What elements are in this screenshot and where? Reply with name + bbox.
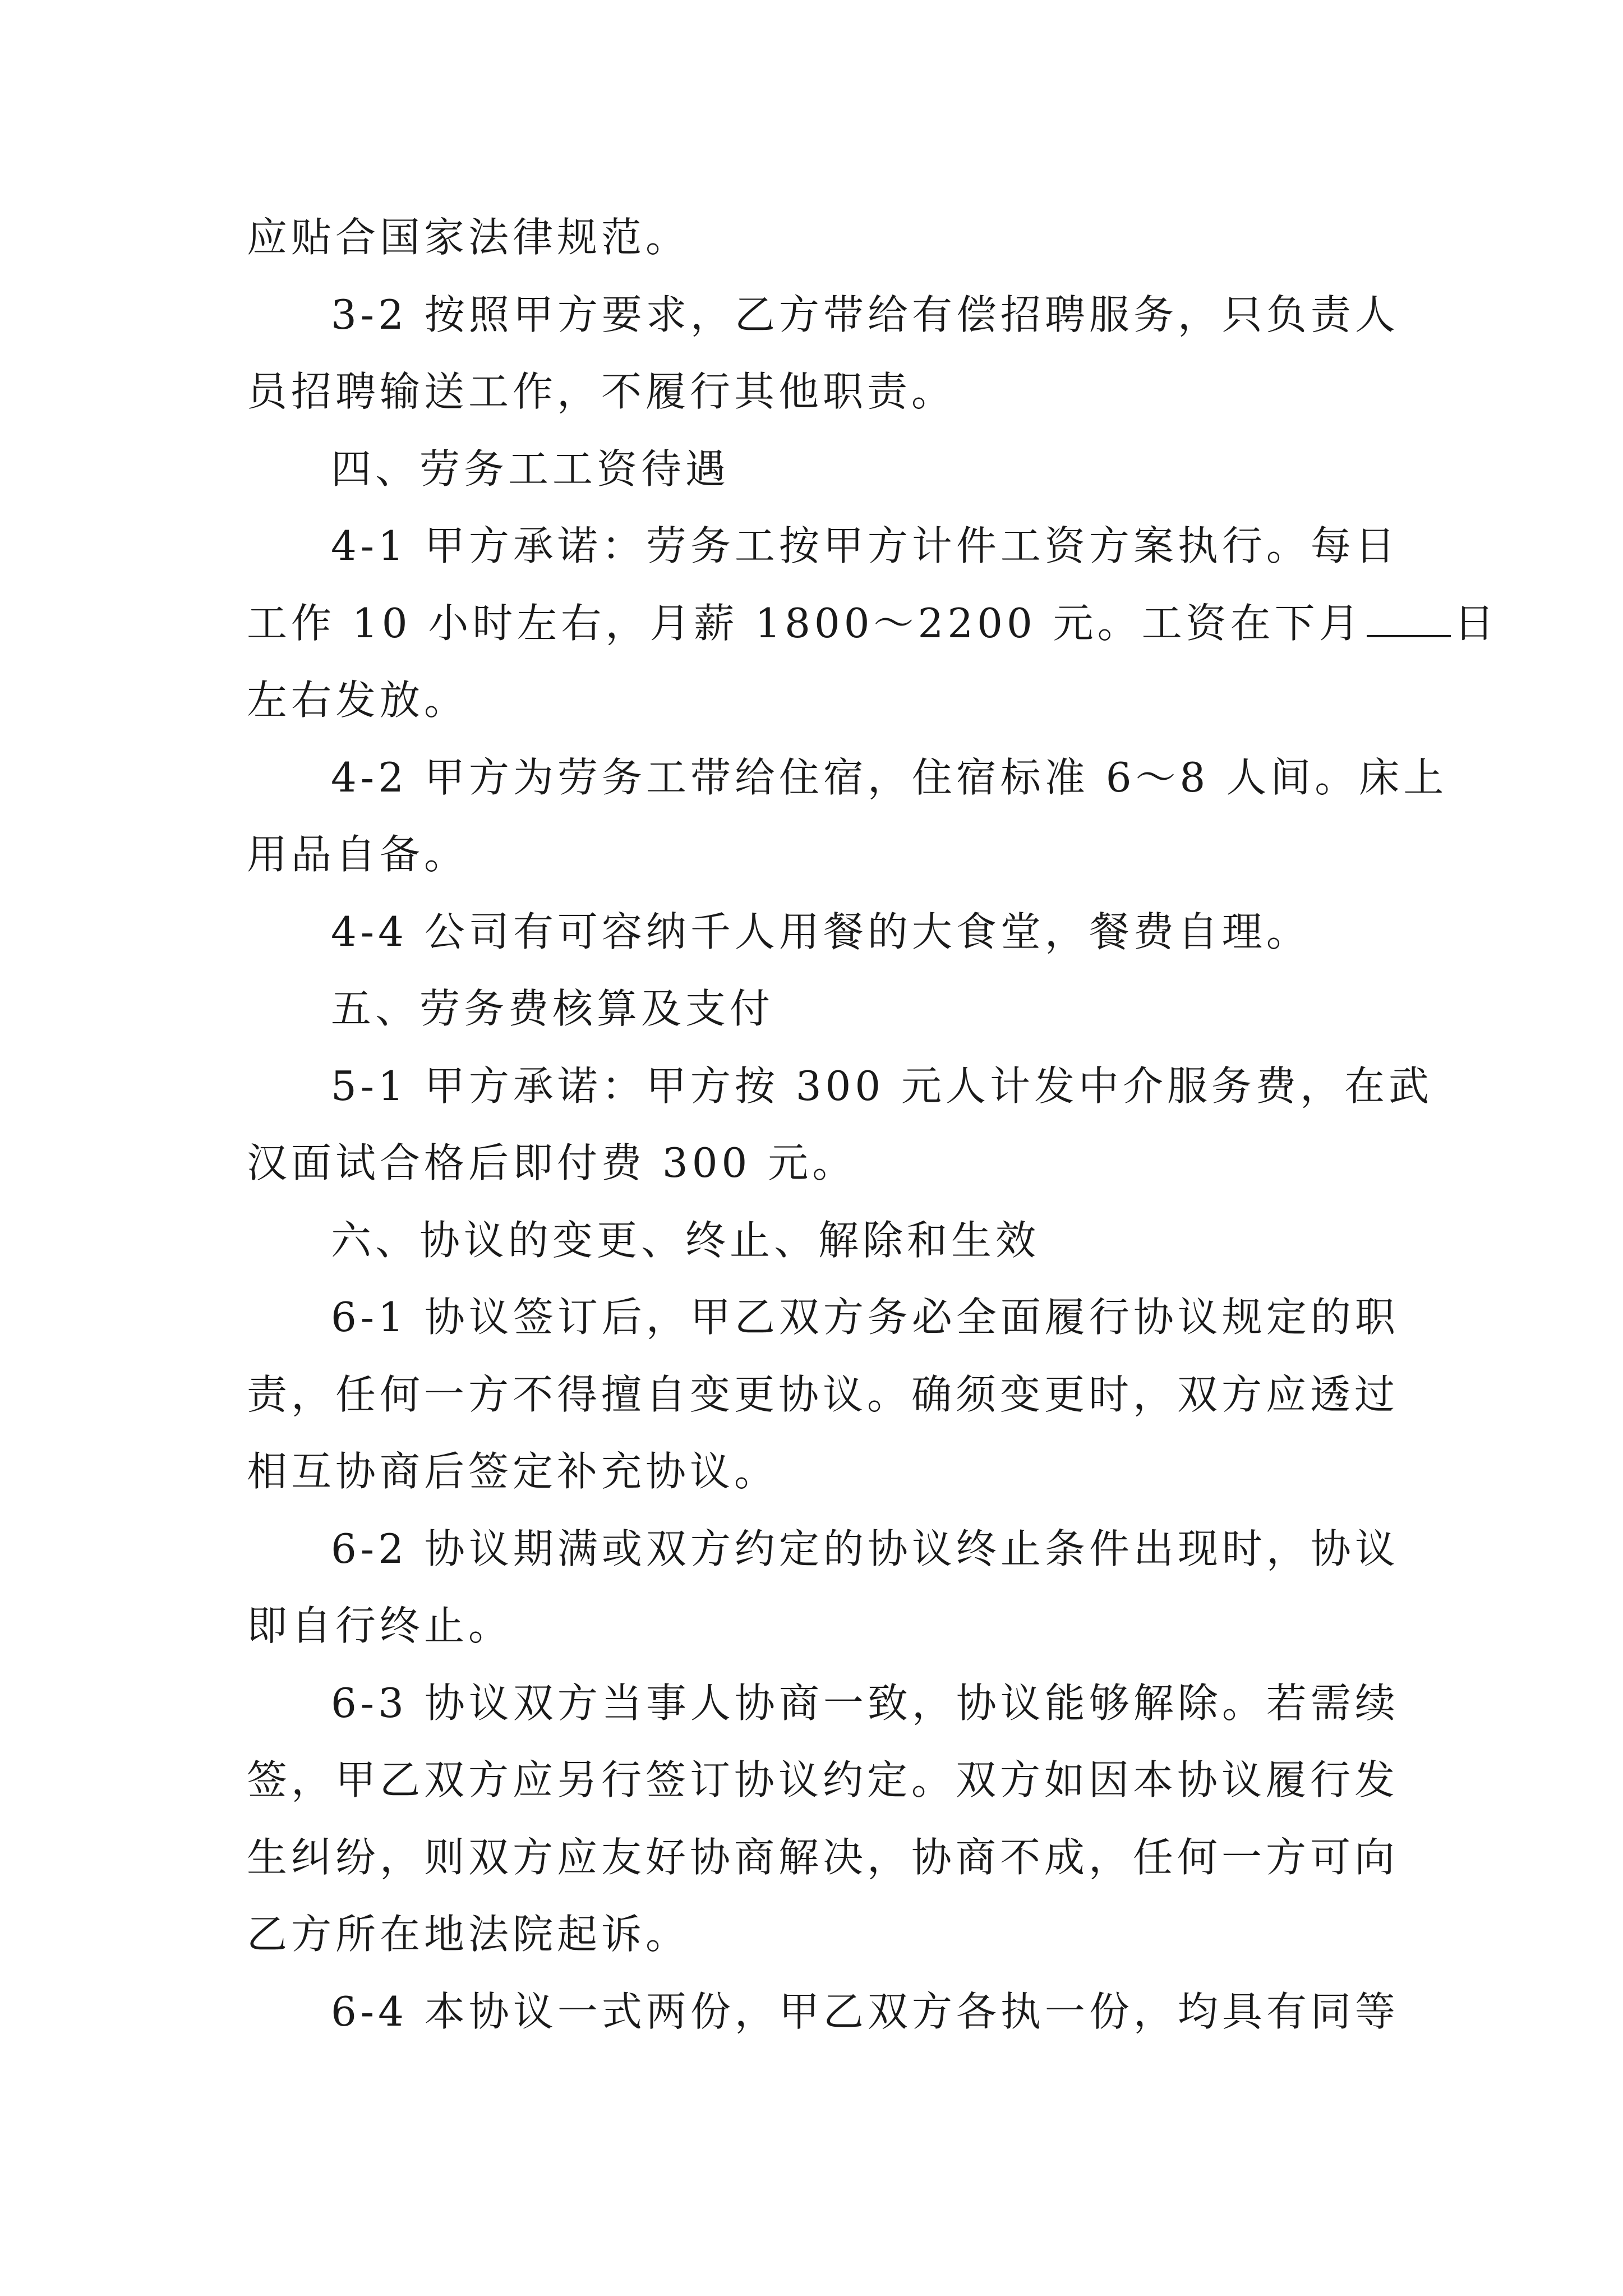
text-line — [247, 585, 1498, 662]
text-line: 即自行终止。 — [247, 1602, 513, 1649]
text-line-after-blank: 日 — [1454, 599, 1498, 647]
text-line: 责，任何一方不得擅自变更协议。确须变更时，双方应透过 — [247, 1370, 1399, 1418]
section-heading: 六、协议的变更、终止、解除和生效 — [331, 1216, 1040, 1264]
text-line: 4-1 甲方承诺：劳务工按甲方计件工资方案执行。每日 — [331, 522, 1399, 569]
section-heading: 五、劳务费核算及支付 — [331, 985, 774, 1032]
text-line: 6-1 协议签订后，甲乙双方务必全面履行协议规定的职 — [331, 1294, 1399, 1341]
text-line: 3-2 按照甲方要求，乙方带给有偿招聘服务，只负责人 — [331, 291, 1399, 338]
text-line: 4-4 公司有可容纳千人用餐的大食堂，餐费自理。 — [331, 908, 1311, 955]
text-line: 乙方所在地法院起诉。 — [247, 1911, 690, 1958]
text-line: 5-1 甲方承诺：甲方按 300 元人计发中介服务费，在武 — [331, 1062, 1433, 1110]
text-line: 6-2 协议期满或双方约定的协议终止条件出现时，协议 — [331, 1525, 1399, 1572]
text-line: 6-4 本协议一式两份，甲乙双方各执一份，均具有同等 — [331, 1987, 1399, 2035]
text-line: 签，甲乙双方应另行签订协议约定。双方如因本协议履行发 — [247, 1756, 1399, 1803]
fill-in-blank — [1367, 601, 1451, 637]
text-line: 用品自备。 — [247, 831, 469, 878]
document-body — [247, 199, 1498, 2050]
text-line: 生纠纷，则双方应友好协商解决，协商不成，任何一方可向 — [247, 1833, 1399, 1881]
text-line: 6-3 协议双方当事人协商一致，协议能够解除。若需续 — [331, 1679, 1399, 1727]
text-line: 左右发放。 — [247, 677, 469, 724]
text-line: 4-2 甲方为劳务工带给住宿，住宿标准 6～8 人间。床上 — [331, 753, 1448, 801]
text-line: 相互协商后签定补充协议。 — [247, 1448, 779, 1495]
text-line-before-blank: 工作 10 小时左右，月薪 1800～2200 元。工资在下月 — [247, 599, 1363, 647]
text-line: 汉面试合格后即付费 300 元。 — [247, 1139, 857, 1186]
text-line: 应贴合国家法律规范。 — [247, 214, 690, 261]
text-line: 员招聘输送工作，不履行其他职责。 — [247, 368, 956, 415]
section-heading: 四、劳务工工资待遇 — [331, 445, 730, 493]
